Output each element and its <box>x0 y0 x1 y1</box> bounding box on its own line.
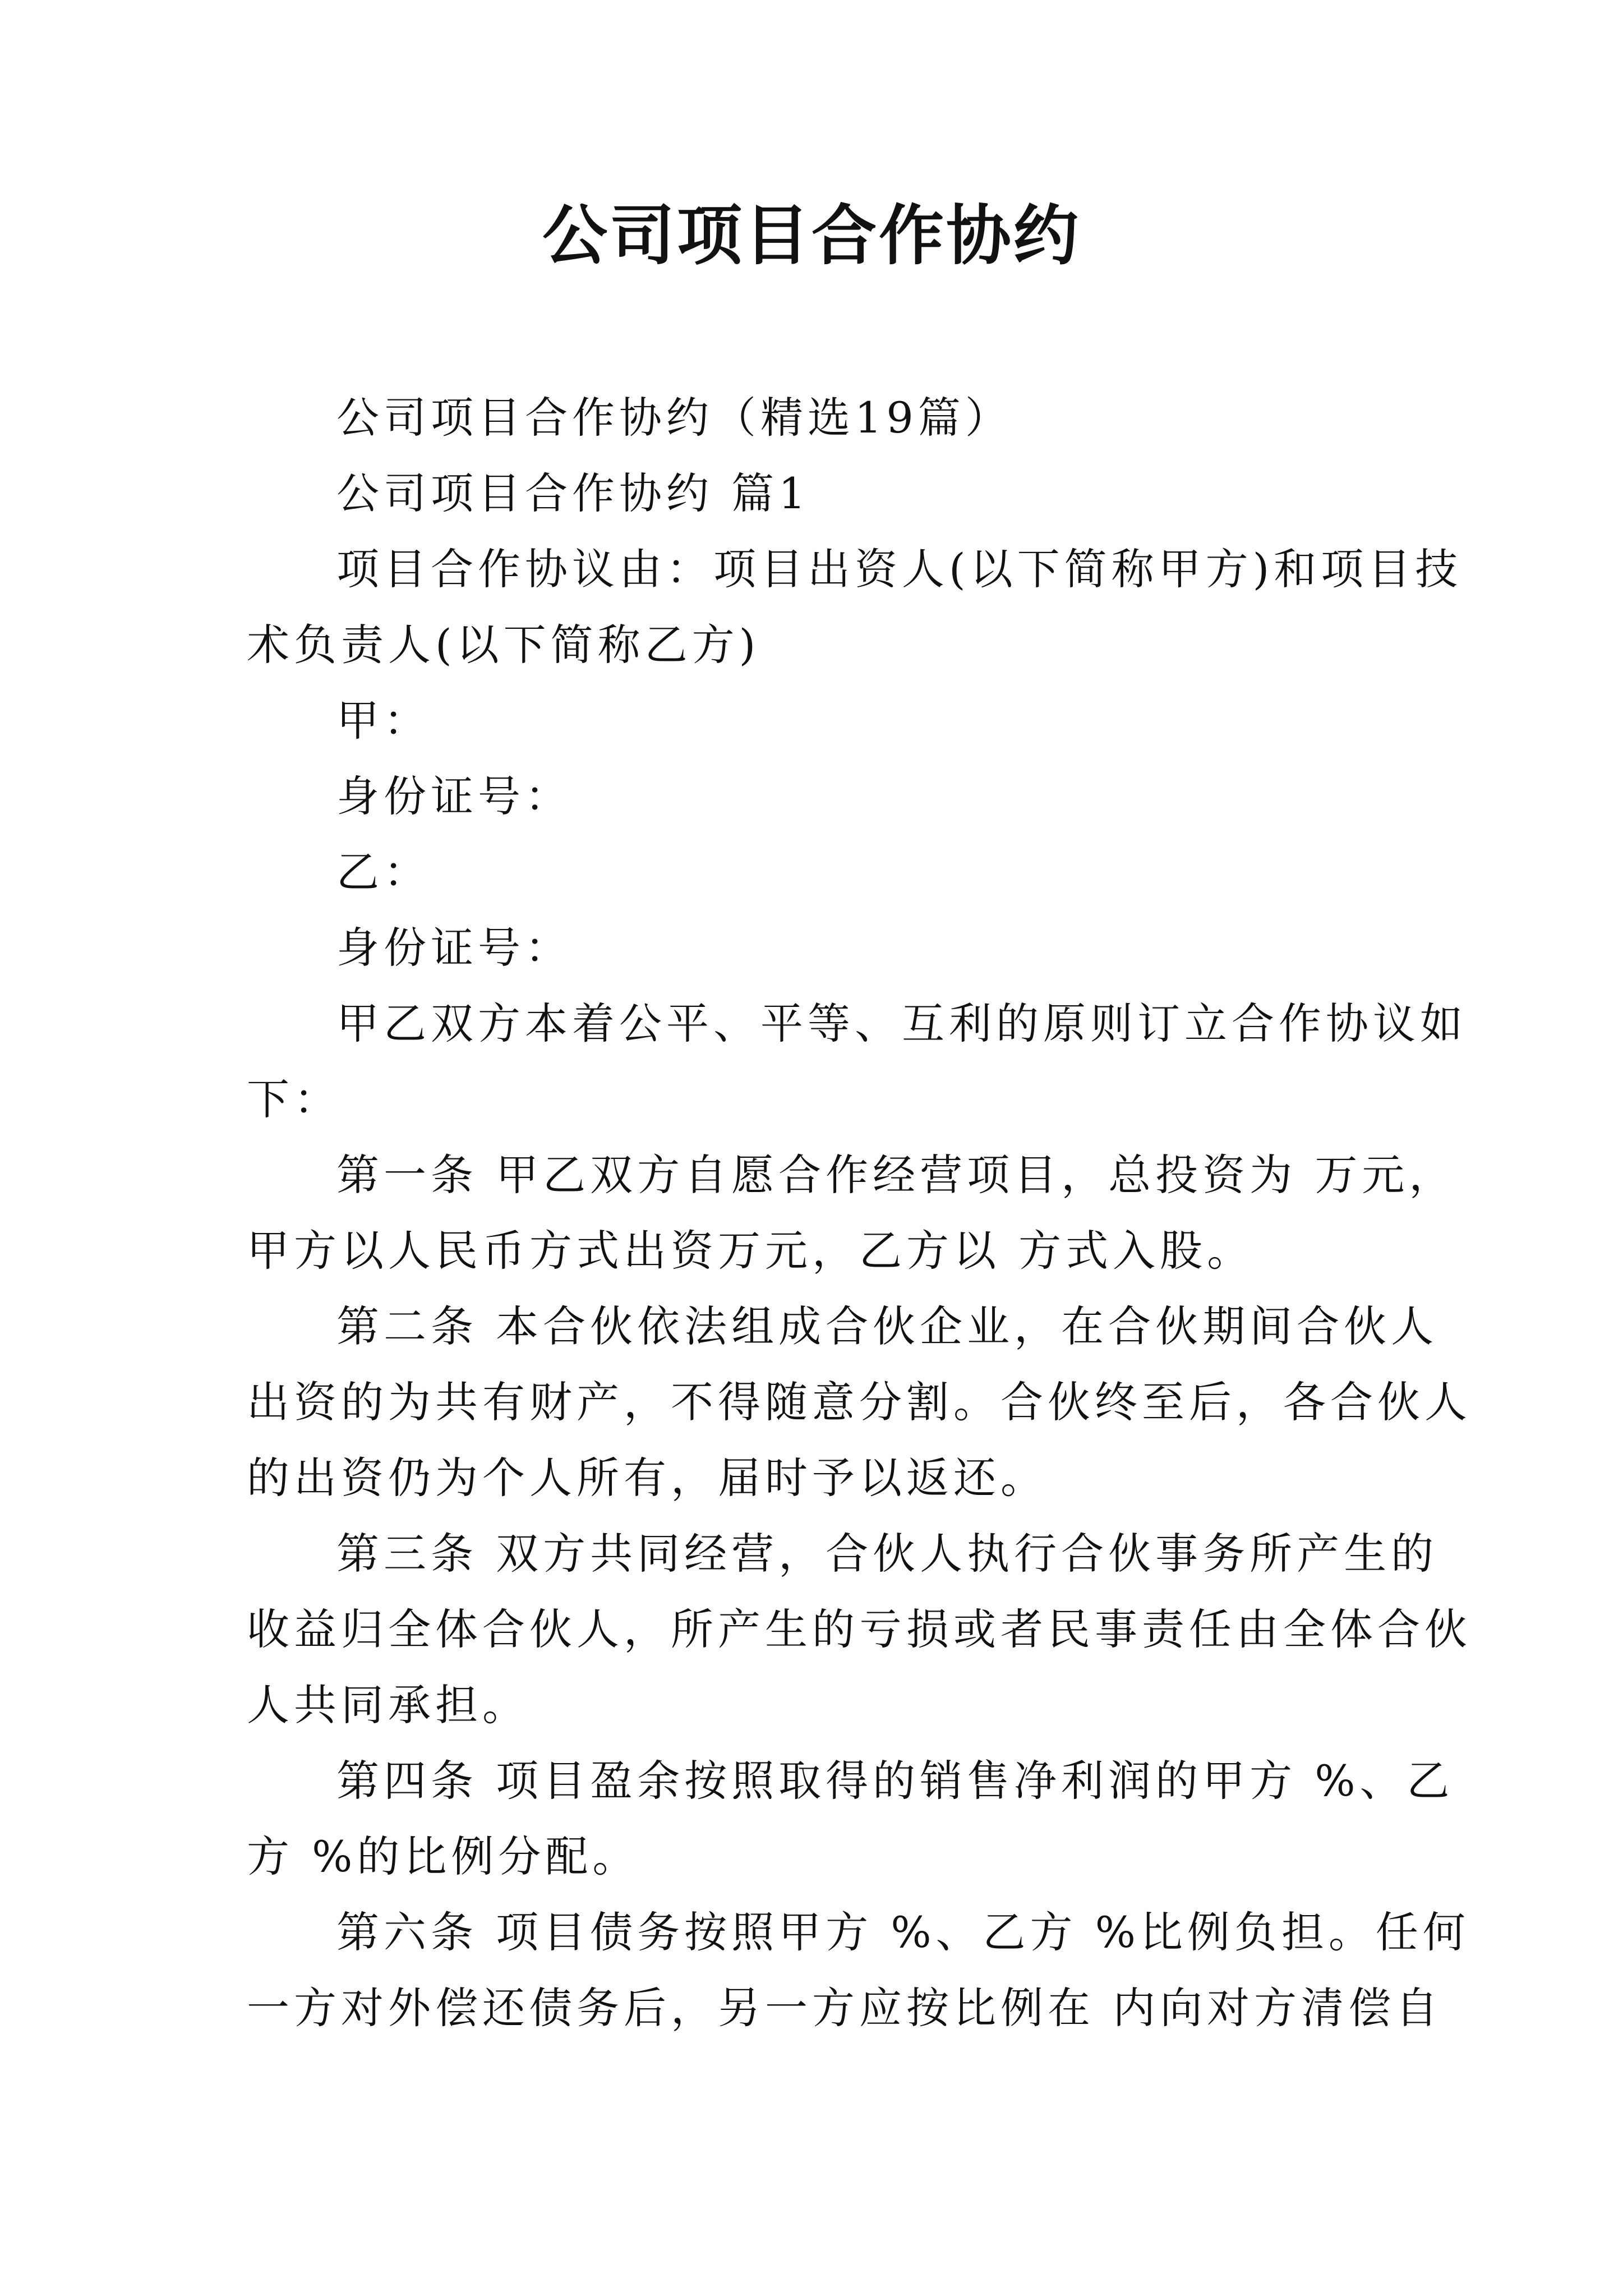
article-1-line: 甲方以人民币方式出资万元，乙方以 方式入股。 <box>247 1226 1255 1276</box>
article-4-line: 方 %的比例分配。 <box>247 1832 640 1881</box>
article-4-line: 第四条 项目盈余按照取得的销售净利润的甲方 %、乙 <box>336 1756 1454 1806</box>
party-a-label: 甲： <box>336 696 431 746</box>
article-2-line: 出资的为共有财产，不得随意分割。合伙终至后，各合伙人 <box>247 1377 1472 1427</box>
article-6-line: 一方对外偿还债务后，另一方应按比例在 内向对方清偿自 <box>247 1983 1443 2033</box>
party-a-id-label: 身份证号： <box>336 771 572 821</box>
article-3-line: 收益归全体合伙人，所产生的亏损或者民事责任由全体合伙 <box>247 1604 1472 1654</box>
article-3-line: 人共同承担。 <box>247 1680 529 1730</box>
subtitle-line: 公司项目合作协约（精选19篇） <box>336 393 1012 443</box>
paragraph-line: 术负责人(以下简称乙方) <box>247 620 760 670</box>
article-2-line: 的出资仍为个人所有，届时予以返还。 <box>247 1453 1048 1503</box>
paragraph-line: 下： <box>247 1074 341 1124</box>
article-1-line: 第一条 甲乙双方自愿合作经营项目，总投资为 万元， <box>336 1150 1456 1200</box>
article-6-line: 第六条 项目债务按照甲方 %、乙方 %比例负担。任何 <box>336 1907 1470 1957</box>
article-3-line: 第三条 双方共同经营，合伙人执行合伙事务所产生的 <box>336 1529 1438 1579</box>
document-title: 公司项目合作协约 <box>542 197 1081 274</box>
paragraph-line: 甲乙双方本着公平、平等、互利的原则订立合作协议如 <box>336 999 1467 1048</box>
party-b-label: 乙： <box>336 847 431 897</box>
section-heading: 公司项目合作协约 篇1 <box>336 468 810 518</box>
party-b-id-label: 身份证号： <box>336 923 572 973</box>
article-2-line: 第二条 本合伙依法组成合伙企业，在合伙期间合伙人 <box>336 1301 1438 1351</box>
paragraph-line: 项目合作协议由：项目出资人(以下简称甲方)和项目技 <box>336 544 1463 594</box>
